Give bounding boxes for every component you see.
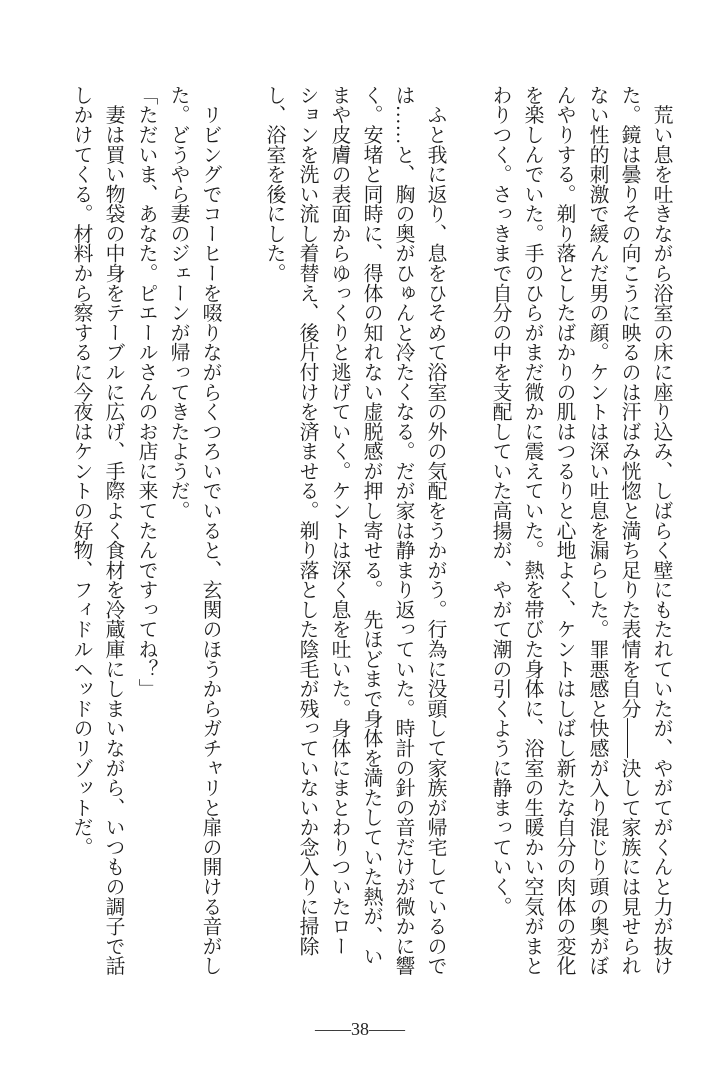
text-column: リビングでコーヒーを啜りながらくつろいでいると、玄関のほうからガチャリと扉の開ける音がし — [199, 85, 221, 976]
text-column: く。安堵と同時に、得体の知れない虚脱感が押し寄せる。 先ほどまで身体を満たしていた熱が、い — [360, 85, 382, 966]
text-column: は……と、胸の奥がひゅんと冷たくなる。だが家は静まり返っていた。時計の針の音だけが微かに響 — [392, 85, 414, 976]
text-column: ふと我に返り、息をひそめて浴室の外の気配をうかがう。行為に没頭して家族が帰宅しているので — [424, 85, 446, 976]
text-column: まや皮膚の表面からゆっくりと逃げていく。ケントは深く息を吐いた。身体にまとわりついたロー — [328, 85, 350, 956]
text-column: し、浴室を後にした。 — [263, 85, 285, 283]
text-column: を楽しんでいた。手のひらがまだ微かに震えていた。熱を帯びた身体に、浴室の生暖かい空気がまと — [521, 85, 543, 976]
text-column: ない性的刺激で緩んだ男の顔。ケントは深い吐息を漏らした。罪悪感と快感が入り混じり頭の奥がぼ — [586, 85, 608, 976]
text-column: わりつく。さっきまで自分の中を支配していた高揚が、やがて潮の引くように静まっていく。 — [489, 85, 511, 917]
text-column: しかけてくる。材料から察するに今夜はケントの好物、フィドルヘッドのリゾットだ。 — [70, 85, 92, 857]
text-column: ションを洗い流し着替え、後片付けを済ませる。剃り落とした陰毛が残っていないか念入りに掃除 — [296, 85, 318, 956]
text-column: 妻は買い物袋の中身をテーブルに広げ、手際よく食材を冷蔵庫にしまいながら、いつもの調子で話 — [102, 85, 124, 976]
text-column: 荒い息を吐きながら浴室の床に座り込み、しばらく壁にもたれていたが、やがてがくんと力が抜け — [650, 85, 672, 976]
page-number: ——38—— — [315, 1019, 405, 1039]
text-column: んやりする。剃り落としたばかりの肌はつるりと心地よく、ケントはしばし新たな自分の肉体の変化 — [553, 85, 575, 976]
text-column: 「ただいま、あなた。ピエールさんのお店に来てたんですってね？」 — [135, 85, 157, 699]
text-column: た。どうやら妻のジェーンが帰ってきたようだ。 — [167, 85, 189, 521]
text-column: た。鏡は曇りその向こうに映るのは汗ばみ恍惚と満ち足りた表情を自分——決して家族には見せられ — [618, 85, 640, 976]
